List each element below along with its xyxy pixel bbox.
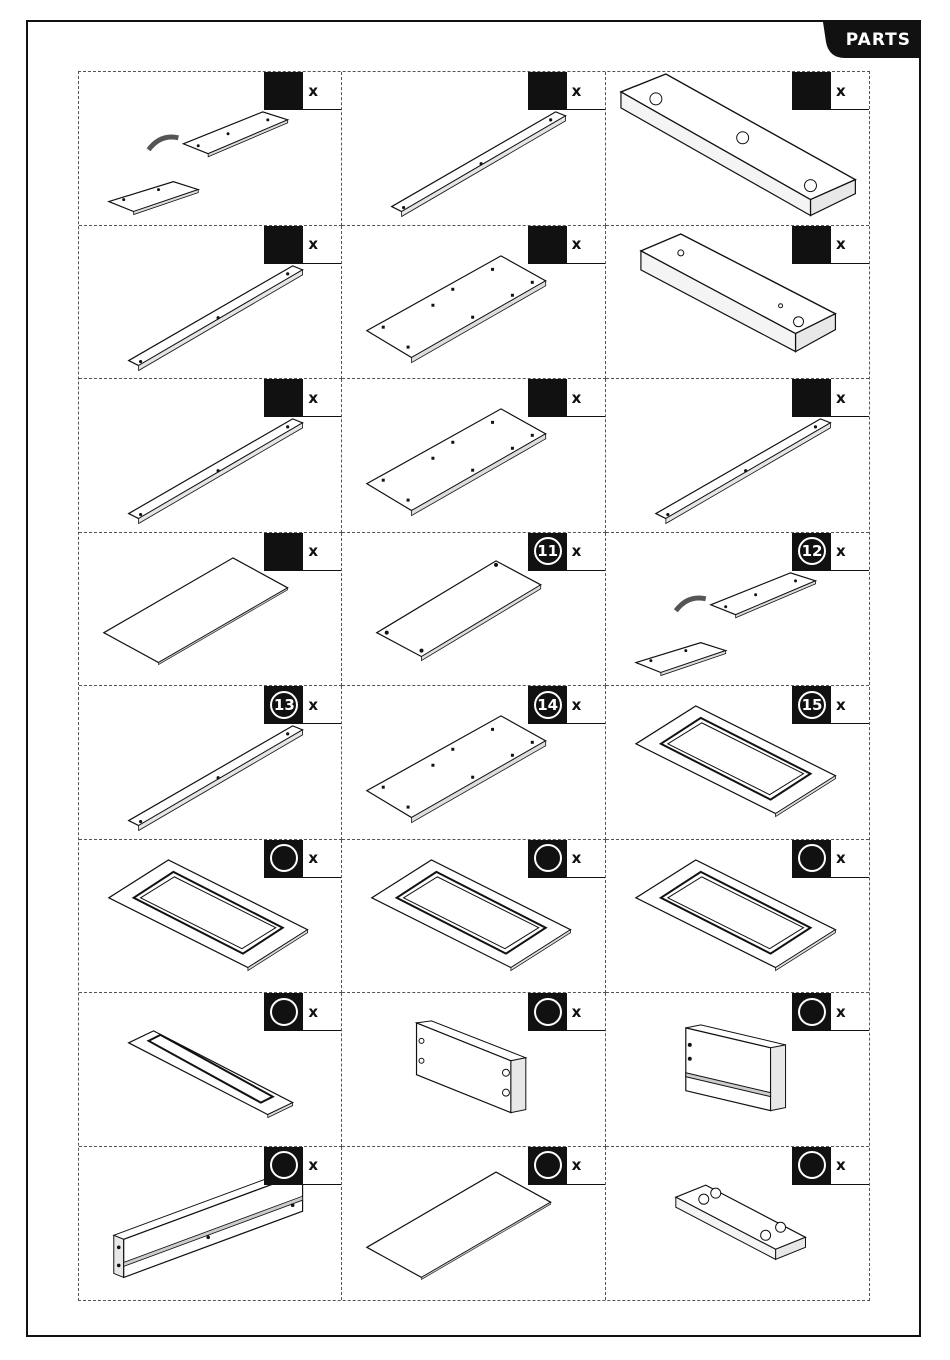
part-badge [528,226,605,264]
part-quantity: x [308,1156,319,1174]
part-quantity: x [308,542,319,560]
part-number-box [793,226,831,263]
part-quantity: x [308,849,319,867]
part-badge [264,840,341,878]
part-number-box [265,840,303,877]
part-number-box [265,533,303,570]
part-cell [342,533,605,687]
part-number-box [793,686,831,723]
part-cell [79,533,342,687]
part-number-box [529,1147,567,1184]
part-badge [528,533,605,571]
part-number-box [529,72,567,109]
part-cell [79,1147,342,1301]
part-badge [792,686,869,724]
part-cell [342,72,605,226]
part-number-box [793,379,831,416]
part-number [534,844,562,872]
part-cell [79,686,342,840]
part-cell [79,226,342,380]
part-quantity: x [836,81,846,100]
part-number-box [265,72,303,109]
part-quantity: x [836,542,846,560]
part-cell [606,72,869,226]
part-number: 12 [798,537,826,565]
part-badge [264,1147,341,1185]
part-badge [792,1147,869,1185]
part-number [798,844,826,872]
parts-grid [78,71,870,1301]
part-badge [792,840,869,878]
part-cell [342,379,605,533]
part-badge [528,686,605,724]
part-number [270,998,298,1026]
part-quantity: x [308,1002,319,1021]
part-number-box [793,533,831,570]
part-cell [79,840,342,994]
part-cell [606,226,869,380]
part-badge [264,226,341,264]
part-badge [264,686,341,724]
part-number-box [529,840,567,877]
part-badge [792,533,869,571]
part-cell [342,840,605,994]
part-quantity: x [308,81,319,100]
part-quantity: x [836,388,846,407]
part-quantity: x [571,81,582,100]
part-number: 14 [534,691,562,719]
part-quantity: x [571,1156,582,1174]
parts-title: PARTS [845,30,911,50]
part-number [270,844,298,872]
parts-tab [823,22,919,58]
part-quantity: x [571,1002,582,1021]
part-number: 13 [270,691,298,719]
part-cell [79,379,342,533]
part-number-box [529,379,567,416]
part-quantity: x [836,235,846,253]
part-number-box [529,533,567,570]
part-badge [264,379,341,417]
part-badge [792,379,869,417]
part-number-box [265,993,303,1030]
part-number-box [793,840,831,877]
part-quantity: x [308,695,319,714]
part-number [270,1151,298,1179]
part-cell [342,226,605,380]
part-number: 11 [534,537,562,565]
part-number-box [265,1147,303,1184]
part-cell [342,686,605,840]
part-quantity: x [571,235,582,253]
part-quantity: x [308,388,319,407]
part-number-box [529,993,567,1030]
part-cell [342,993,605,1147]
part-badge [792,993,869,1031]
part-badge [264,533,341,571]
part-number [798,1151,826,1179]
part-number-box [529,226,567,263]
part-badge [264,993,341,1031]
part-cell [606,686,869,840]
part-number-box [265,226,303,263]
part-badge [792,72,869,110]
part-quantity: x [571,542,582,560]
part-quantity: x [571,388,582,407]
part-cell [79,72,342,226]
part-number-box [793,72,831,109]
part-badge [528,72,605,110]
part-cell [606,840,869,994]
part-number [798,998,826,1026]
part-number-box [265,686,303,723]
part-badge [528,1147,605,1185]
part-badge [528,993,605,1031]
part-cell [606,379,869,533]
part-badge [528,379,605,417]
part-quantity: x [836,1002,846,1021]
part-badge [792,226,869,264]
part-number: 15 [798,691,826,719]
part-badge [264,72,341,110]
part-quantity: x [836,849,846,867]
part-quantity: x [836,695,846,714]
part-quantity: x [836,1156,846,1174]
part-cell [79,993,342,1147]
part-cell [342,1147,605,1301]
part-number-box [793,1147,831,1184]
part-number [534,1151,562,1179]
part-badge [528,840,605,878]
part-cell [606,1147,869,1301]
part-quantity: x [571,695,582,714]
part-cell [606,993,869,1147]
part-number [534,998,562,1026]
part-number-box [265,379,303,416]
part-quantity: x [571,849,582,867]
part-quantity: x [308,235,319,253]
part-cell [606,533,869,687]
part-number-box [793,993,831,1030]
part-number-box [529,686,567,723]
